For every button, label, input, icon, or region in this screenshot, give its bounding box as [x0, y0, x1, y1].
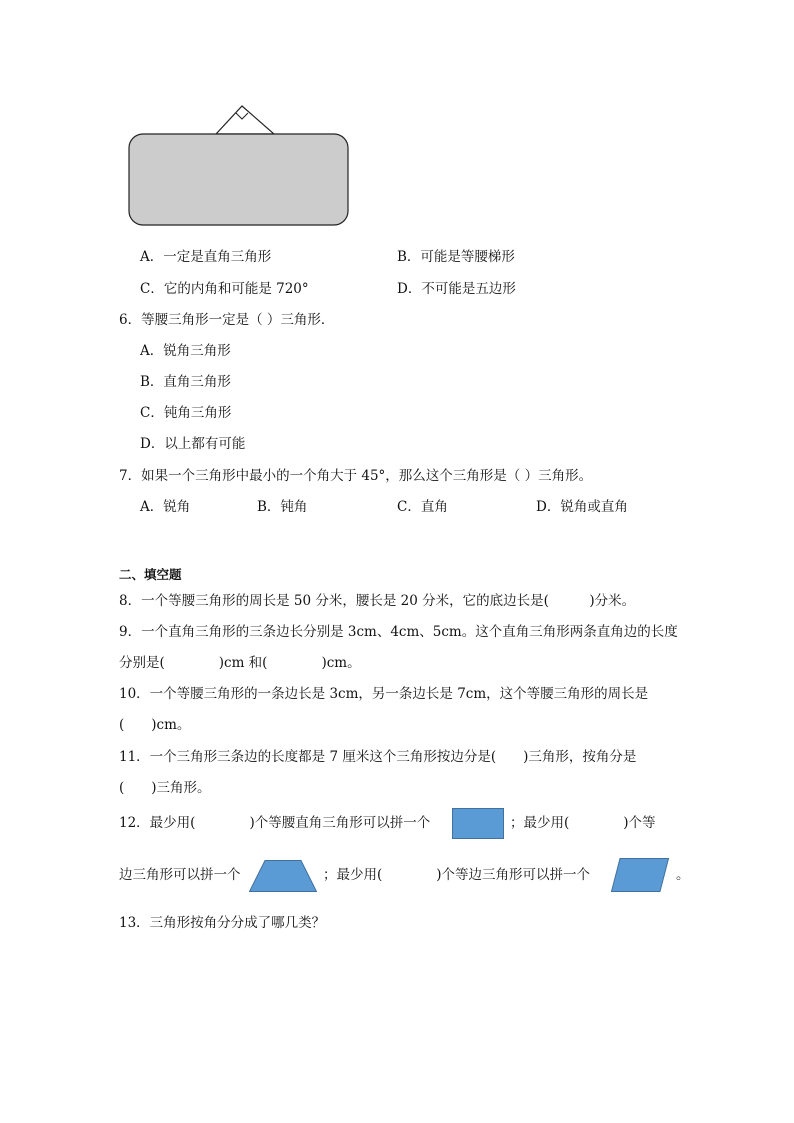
q7-option-a: A．锐角	[140, 499, 191, 515]
rectangle-shape-icon	[452, 808, 504, 839]
q7-stem: 7．如果一个三角形中最小的一个角大于 45°，那么这个三角形是（ ）三角形。	[119, 468, 593, 484]
triangle-hanger	[216, 106, 274, 134]
q12-part5: 。	[676, 867, 690, 883]
q12-part2: ；最少用( )个等	[510, 815, 656, 831]
q10-line1: 10．一个等腰三角形的一条边长是 3cm，另一条边长是 7cm，这个等腰三角形的周长是	[119, 686, 649, 702]
q5-option-a: A．一定是直角三角形	[140, 249, 272, 265]
q8-text: 8．一个等腰三角形的周长是 50 分米，腰长是 20 分米，它的底边长是( )分米。	[119, 593, 636, 609]
parallelogram-shape-icon	[611, 858, 669, 892]
gray-board	[129, 134, 348, 225]
hanging-board-figure	[128, 104, 352, 230]
q5-option-d: D．不可能是五边形	[397, 281, 516, 297]
q12-part4: ；最少用( )个等边三角形可以拼一个	[323, 867, 591, 883]
q7-option-d: D．锐角或直角	[536, 499, 628, 515]
trapezoid-shape-icon	[249, 860, 317, 892]
q9-line1: 9．一个直角三角形的三条边长分别是 3cm、4cm、5cm。这个直角三角形两条直角边的长度	[119, 624, 678, 640]
q12-part3: 边三角形可以拼一个	[119, 867, 241, 883]
q10-line2: ( )cm。	[119, 717, 191, 733]
q9-line2: 分别是( )cm 和( )cm。	[119, 655, 361, 671]
q11-line2: ( )三角形。	[119, 780, 211, 796]
q11-line1: 11．一个三角形三条边的长度都是 7 厘米这个三角形按边分是( )三角形，按角分是	[119, 749, 637, 765]
q6-stem: 6．等腰三角形一定是（ ）三角形．	[119, 312, 335, 328]
q13-text: 13．三角形按角分分成了哪几类？	[119, 915, 326, 931]
q6-option-d: D．以上都有可能	[140, 436, 246, 452]
q12-part1: 12．最少用( )个等腰直角三角形可以拼一个	[119, 815, 431, 831]
q5-option-c: C．它的内角和可能是 720°	[140, 281, 309, 297]
q7-option-c: C．直角	[397, 499, 448, 515]
q7-option-b: B．钝角	[257, 499, 308, 515]
section-fill-in-title: 二、填空题	[119, 567, 182, 582]
q6-option-a: A．锐角三角形	[140, 343, 231, 359]
q5-option-b: B．可能是等腰梯形	[397, 249, 515, 265]
q6-option-b: B．直角三角形	[140, 374, 231, 390]
q6-option-c: C．钝角三角形	[140, 405, 232, 421]
